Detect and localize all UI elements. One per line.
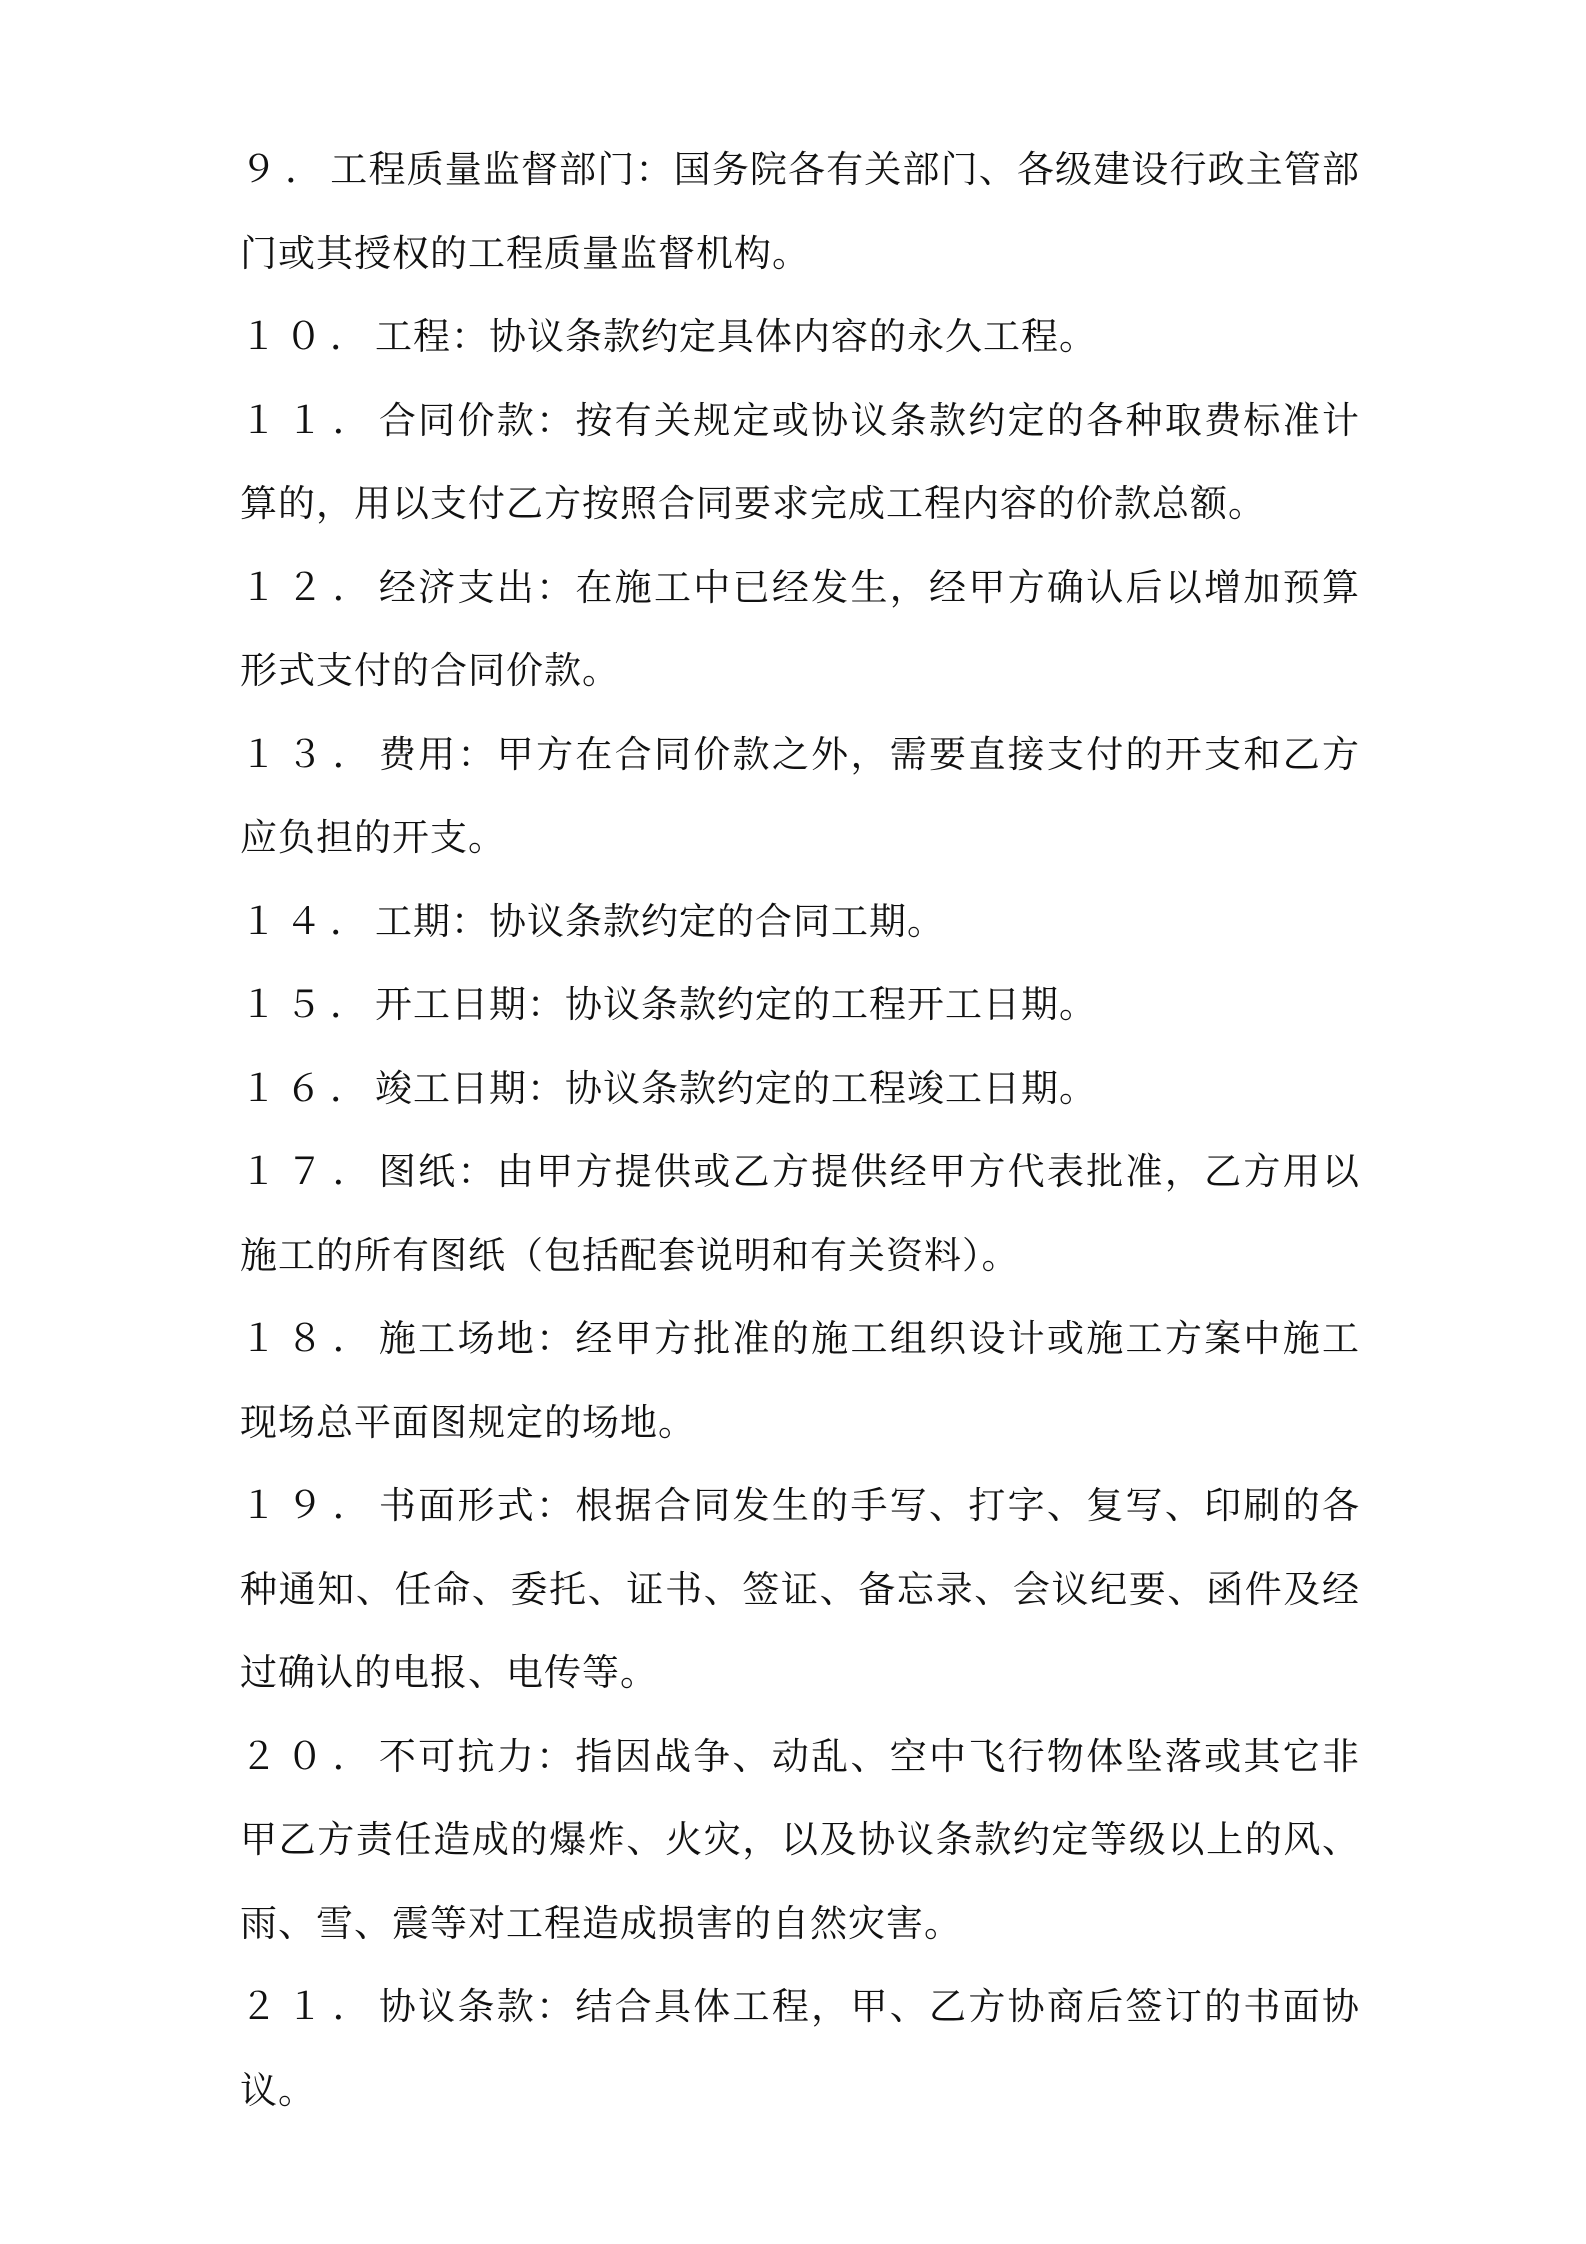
clause-21 bbox=[240, 1965, 1360, 2132]
clause-number: １６． bbox=[240, 1066, 375, 1110]
clause-number: １１． bbox=[240, 398, 379, 442]
clause-number: １７． bbox=[240, 1150, 379, 1193]
clause-number: ２１． bbox=[240, 1985, 379, 2028]
clause-19 bbox=[240, 1464, 1360, 1715]
clause-number: １２． bbox=[240, 565, 379, 609]
clause-number: １４． bbox=[240, 899, 375, 943]
clause-14 bbox=[240, 880, 1360, 964]
clause-text: 协议条款：结合具体工程，甲、乙方协商后签订的书面协议。 bbox=[240, 1985, 1361, 2112]
clause-text: 不可抗力：指因战争、动乱、空中飞行物体坠落或其它非甲乙方责任造成的爆炸、火灾，以及协议条款约定等级以上的风、雨、雪、震等对工程造成损害的自然灾害。 bbox=[240, 1734, 1361, 1945]
clause-12 bbox=[240, 546, 1360, 713]
clause-number: ９． bbox=[240, 148, 331, 191]
clause-16 bbox=[240, 1047, 1360, 1131]
clause-number: １８． bbox=[240, 1317, 379, 1360]
clause-13 bbox=[240, 713, 1360, 880]
clause-number: １５． bbox=[240, 983, 375, 1026]
clause-text: 合同价款：按有关规定或协议条款约定的各种取费标准计算的，用以支付乙方按照合同要求完成工程内容的价款总额。 bbox=[240, 398, 1361, 525]
clause-number: １９． bbox=[240, 1484, 379, 1527]
clause-text: 工期：协议条款约定的合同工期。 bbox=[375, 899, 945, 943]
clause-11 bbox=[240, 379, 1360, 546]
clause-text: 经济支出：在施工中已经发生，经甲方确认后以增加预算形式支付的合同价款。 bbox=[240, 565, 1361, 692]
clause-text: 工程：协议条款约定具体内容的永久工程。 bbox=[375, 315, 1097, 358]
clause-text: 图纸：由甲方提供或乙方提供经甲方代表批准，乙方用以施工的所有图纸（包括配套说明和有关资料）。 bbox=[240, 1150, 1361, 1277]
clause-18 bbox=[240, 1297, 1360, 1464]
clause-text: 施工场地：经甲方批准的施工组织设计或施工方案中施工现场总平面图规定的场地。 bbox=[240, 1317, 1361, 1444]
clause-20 bbox=[240, 1715, 1360, 1966]
clause-15 bbox=[240, 963, 1360, 1047]
document-body bbox=[240, 128, 1360, 2132]
clause-number: １３． bbox=[240, 732, 379, 776]
clause-text: 工程质量监督部门：国务院各有关部门、各级建设行政主管部门或其授权的工程质量监督机构。 bbox=[240, 148, 1361, 275]
clause-number: １０． bbox=[240, 315, 375, 358]
clause-text: 竣工日期：协议条款约定的工程竣工日期。 bbox=[375, 1066, 1097, 1110]
clause-number: ２０． bbox=[240, 1734, 379, 1778]
clause-text: 费用：甲方在合同价款之外，需要直接支付的开支和乙方应负担的开支。 bbox=[240, 732, 1361, 859]
clause-10 bbox=[240, 295, 1360, 379]
clause-17 bbox=[240, 1130, 1360, 1297]
clause-text: 开工日期：协议条款约定的工程开工日期。 bbox=[375, 983, 1097, 1026]
clause-text: 书面形式：根据合同发生的手写、打字、复写、印刷的各种通知、任命、委托、证书、签证、备忘录、会议纪要、函件及经过确认的电报、电传等。 bbox=[240, 1484, 1361, 1694]
clause-9 bbox=[240, 128, 1360, 295]
